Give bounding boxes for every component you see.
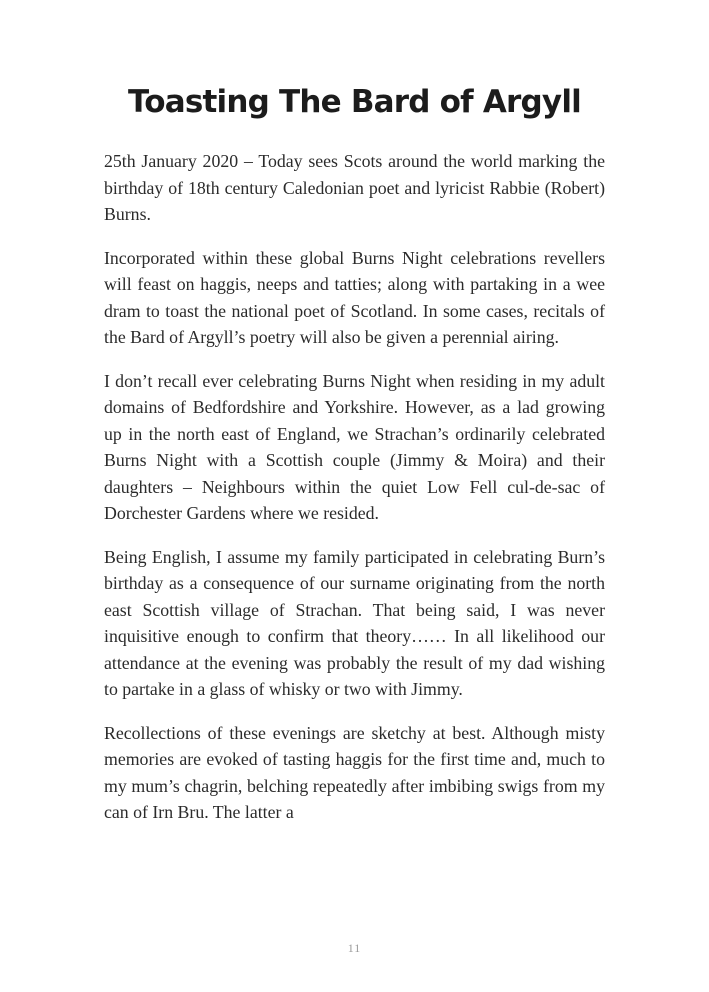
paragraph: I don’t recall ever celebrating Burns Night when residing in my adult domains of Bedfordshire and Yorkshire. However, as a lad growing up in the north east of England, we Strachan’s ordinarily celebrated Burns Night with a Scottish couple (Jimmy & Moira) and their daughters – Neighbours within the quiet Low Fell cul-de-sac of Dorchester Gardens where we resided. (104, 370, 605, 523)
body-text (104, 148, 605, 843)
paragraph: Recollections of these evenings are sketchy at best. Although misty memories are evoked of tasting haggis for the first time and, much to my mum’s chagrin, belching repeatedly after imbibing swigs from my can of Irn Bru. The latter a (104, 722, 605, 822)
paragraph: Incorporated within these global Burns Night celebrations revellers will feast on haggis, neeps and tatties; along with partaking in a wee dram to toast the national poet of Scotland. In some cases, recitals of the Bard of Argyll’s poetry will also be given a perennial airing. (104, 247, 605, 347)
paragraph: Being English, I assume my family participated in celebrating Burn’s birthday as a consequence of our surname originating from the north east Scottish village of Strachan. That being said, I was never inquisitive enough to confirm that theory…… In all likelihood our attendance at the evening was probably the result of my dad wishing to partake in a glass of whisky or two with Jimmy. (104, 546, 605, 699)
paragraph: 25th January 2020 – Today sees Scots around the world marking the birthday of 18th century Caledonian poet and lyricist Rabbie (Robert) Burns. (104, 151, 605, 224)
page-number: 11 (347, 941, 362, 955)
page-title: Toasting The Bard of Argyll (128, 84, 581, 120)
